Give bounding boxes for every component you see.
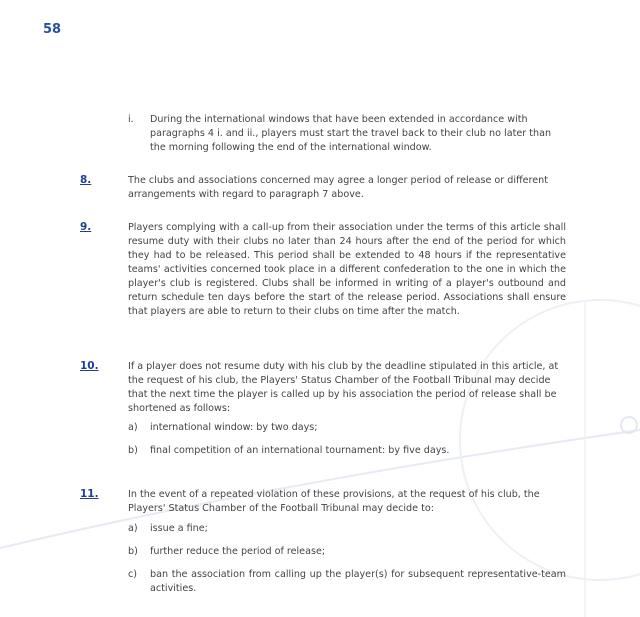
list-item-text: issue a fine; xyxy=(150,523,208,534)
list-item-label: c) xyxy=(128,569,138,580)
sub-item-i xyxy=(80,113,566,155)
list-item-text: ban the association from calling up the player(s) for subsequent representative-team activities. xyxy=(150,569,566,594)
paragraph-text: Players complying with a call-up from their association under the terms of this article shall resume duty with their clubs no later than 24 hours after the end of the period for which they had to be released. This period shall be extended to 48 hours if the representative teams' activities concerned took place in a different confederation to the one in which the player's club is registered. Clubs shall be informed in writing of a player's outbound and return schedule ten days before the start of the release period. Associations shall ensure that players are able to return to their clubs on time after the match. xyxy=(128,222,566,317)
page-number: 58 xyxy=(43,22,62,37)
list-item-text: further reduce the period of release; xyxy=(150,546,326,557)
list-item xyxy=(128,545,566,559)
list-item xyxy=(128,522,566,536)
paragraph-8 xyxy=(80,174,566,202)
list-item-label: a) xyxy=(128,422,138,433)
paragraph-text: The clubs and associations concerned may agree a longer period of release or different arrangements with regard to paragraph 7 above. xyxy=(128,175,549,200)
sub-item-text: During the international windows that have been extended in accordance with paragraphs 4 i. and ii., players must start the travel back to their club no later than the morning following the end of the international window. xyxy=(150,114,552,153)
list-item-label: b) xyxy=(128,445,138,456)
paragraph-number: 10. xyxy=(80,360,99,372)
paragraph-10 xyxy=(80,360,566,458)
list-item-text: final competition of an international tournament: by five days. xyxy=(150,445,450,456)
paragraph-number: 9. xyxy=(80,221,92,233)
paragraph-text: In the event of a repeated violation of these provisions, at the request of his club, the Players' Status Chamber of the Football Tribunal may decide to: xyxy=(128,489,540,514)
paragraph-number: 11. xyxy=(80,488,99,500)
paragraph-9 xyxy=(80,221,566,319)
paragraph-number: 8. xyxy=(80,174,92,186)
list-item xyxy=(128,444,566,458)
list-item-label: a) xyxy=(128,523,138,534)
paragraph-text: If a player does not resume duty with his club by the deadline stipulated in this article, at the request of his club, the Players' Status Chamber of the Football Tribunal may decide that the next time the player is called up by his association the period of release shall be shortened as follows: xyxy=(128,361,559,414)
paragraph-11 xyxy=(80,488,566,596)
list-item xyxy=(128,568,566,596)
list-item-label: b) xyxy=(128,546,138,557)
list-item-text: international window: by two days; xyxy=(150,422,318,433)
sub-item-label: i. xyxy=(128,114,134,125)
list-item xyxy=(128,421,566,435)
